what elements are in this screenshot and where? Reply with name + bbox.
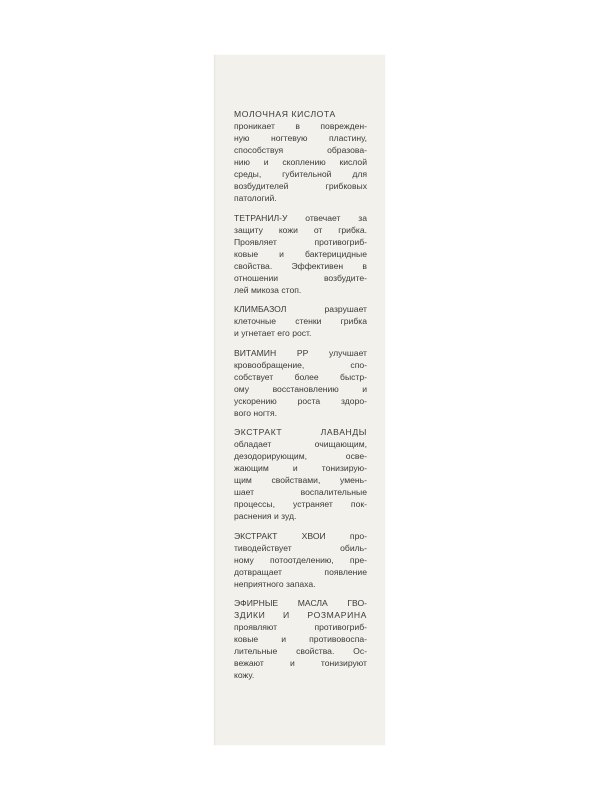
section-tetranil	[234, 212, 367, 296]
text-line: кожу.	[234, 670, 255, 680]
section-lavender-extract	[234, 426, 367, 522]
text-line: дезодорирующим, осве-	[234, 451, 367, 461]
text-line: обладает очищающим,	[234, 439, 367, 449]
text-line: ВИТАМИН РР улучшает	[234, 347, 367, 358]
text-line: тиводействует обиль-	[234, 542, 367, 553]
text-line: ТЕТРАНИЛ-У отвечает за	[234, 212, 367, 223]
text-line: и угнетает его рост.	[234, 328, 312, 338]
text-line: возбудителей грибковых	[234, 181, 367, 191]
text-line: патологий.	[234, 193, 277, 203]
text-line: клеточные стенки грибка	[234, 316, 367, 326]
text-line: ускорению роста здоро-	[234, 395, 367, 406]
section-essential-oils	[234, 597, 367, 681]
product-box-side-panel	[214, 55, 385, 745]
text-line: способствуя образова-	[234, 145, 367, 155]
section-lactic-acid	[234, 108, 367, 204]
text-line: проявляют противогриб-	[234, 622, 367, 632]
text-line: ному потоотделению, пре-	[234, 554, 367, 565]
text-line: нию и скоплению кислой	[234, 157, 367, 167]
text-line: ЭКСТРАКТ ХВОИ про-	[234, 530, 367, 541]
text-line: свойства. Эффективен в	[234, 260, 367, 271]
ingredients-text-block	[234, 108, 367, 689]
section-vitamin-pp	[234, 347, 367, 419]
text-line: процессы, устраняет пок-	[234, 499, 367, 509]
text-line: ковые и бактерицидные	[234, 248, 367, 259]
text-line: ЭФИРНЫЕ МАСЛА ГВО-	[234, 598, 367, 608]
text-line: вого ногтя.	[234, 407, 277, 418]
text-line: неприятного запаха.	[234, 578, 316, 589]
text-line: лей микоза стоп.	[234, 284, 302, 295]
text-line: ную ногтевую пластину,	[234, 133, 367, 143]
text-line: ЗДИКИ И РОЗМАРИНА	[234, 610, 367, 620]
text-line: ковые и противовоспа-	[234, 634, 367, 644]
section-pine-extract	[234, 530, 367, 590]
text-line: ому восстановлению и	[234, 383, 367, 394]
text-line: раснения и зуд.	[234, 511, 297, 521]
text-line: жающим и тонизирую-	[234, 463, 367, 473]
text-line: дотвращает появление	[234, 566, 367, 577]
text-line: среды, губительной для	[234, 169, 367, 179]
text-line: собствует более быстр-	[234, 371, 367, 382]
text-line: защиту кожи от грибка.	[234, 224, 367, 235]
text-line: КЛИМБАЗОЛ разрушает	[234, 304, 367, 314]
text-line: щим свойствами, умень-	[234, 475, 367, 485]
text-line: проникает в поврежден-	[234, 121, 367, 131]
text-line: шает воспалительные	[234, 487, 367, 497]
text-line: лительные свойства. Ос-	[234, 646, 367, 656]
text-line: кровообращение, спо-	[234, 359, 367, 370]
section-climbazole	[234, 303, 367, 339]
text-line: ЭКСТРАКТ ЛАВАНДЫ	[234, 427, 367, 437]
text-line: отношении возбудите-	[234, 272, 367, 283]
text-line: вежают и тонизируют	[234, 658, 367, 668]
text-line: МОЛОЧНАЯ КИСЛОТА	[234, 109, 336, 119]
text-line: Проявляет противогриб-	[234, 236, 367, 247]
